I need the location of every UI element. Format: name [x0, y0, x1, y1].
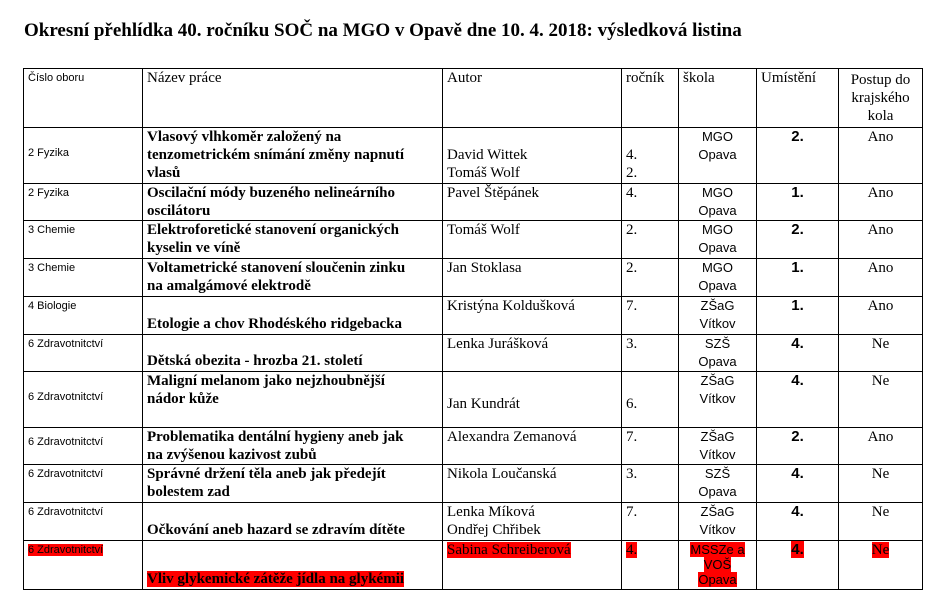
cell-skola	[679, 335, 757, 372]
cell-skola	[679, 372, 757, 428]
page-title: Okresní přehlídka 40. ročníku SOČ na MGO v Opavě dne 10. 4. 2018: výsledková listina	[24, 20, 742, 41]
cell-rocnik: 7.	[622, 503, 679, 541]
cell-rocnik: 7.	[622, 428, 679, 465]
skola-line: Opava	[698, 203, 737, 218]
cell-nazev: Dětská obezita - hrozba 21. století	[143, 335, 443, 372]
header-rocnik: ročník	[622, 69, 679, 128]
nazev-line: kyselin ve víně	[147, 240, 241, 256]
header-row	[24, 69, 923, 128]
header-nazev: Název práce	[143, 69, 443, 128]
cell-postup: Ne	[839, 465, 923, 503]
cell-postup: Ano	[839, 259, 923, 297]
cell-obor: 6 Zdravotnitctví	[24, 372, 143, 428]
cell-postup: Ne	[839, 335, 923, 372]
cell-skola	[679, 428, 757, 465]
cell-nazev	[143, 128, 443, 184]
table-row	[24, 335, 923, 372]
cell-postup: Ano	[839, 297, 923, 335]
table-row	[24, 428, 923, 465]
cell-postup: Ne	[839, 372, 923, 428]
cell-skola	[679, 297, 757, 335]
cell-umisteni: 4.	[757, 503, 839, 541]
nazev-line: Maligní melanom jako nejzhoubnější	[147, 373, 385, 389]
cell-obor: 6 Zdravotnitctví	[24, 503, 143, 541]
skola-line: ZŠaG	[700, 504, 735, 519]
skola-line: Vítkov	[699, 522, 736, 537]
cell-rocnik: 2.	[622, 221, 679, 259]
highlight-mark: VOŠ	[703, 557, 732, 572]
table-row	[24, 221, 923, 259]
cell-rocnik: 4.	[622, 184, 679, 221]
skola-line: Opava	[698, 484, 737, 499]
cell-umisteni: 4.	[757, 335, 839, 372]
cell-postup	[839, 541, 923, 590]
nazev-line: bolestem zad	[147, 484, 230, 500]
nazev-line: Voltametrické stanovení sloučenin zinku	[147, 260, 406, 276]
table-row	[24, 297, 923, 335]
cell-rocnik: 6.	[622, 372, 679, 428]
cell-postup: Ano	[839, 184, 923, 221]
header-postup-line: Postup do	[850, 72, 911, 88]
autor-line: David Wittek	[447, 147, 528, 163]
nazev-line: Vlasový vlhkoměr založený na	[147, 129, 342, 145]
cell-skola	[679, 541, 757, 590]
cell-autor	[443, 503, 622, 541]
autor-line: Tomáš Wolf	[447, 165, 520, 181]
cell-obor: 4 Biologie	[24, 297, 143, 335]
skola-line: Vítkov	[699, 316, 736, 331]
results-table	[23, 68, 923, 590]
autor-line: Ondřej Chřibek	[447, 522, 541, 538]
cell-autor: Kristýna Koldušková	[443, 297, 622, 335]
highlight-mark: 4.	[626, 542, 638, 558]
nazev-line: vlasů	[147, 165, 181, 181]
table-row	[24, 184, 923, 221]
cell-obor: 6 Zdravotnitctví	[24, 428, 143, 465]
cell-autor: Pavel Štěpánek	[443, 184, 622, 221]
table-row	[24, 503, 923, 541]
cell-umisteni	[757, 541, 839, 590]
skola-line: SZŠ	[704, 336, 731, 351]
cell-umisteni: 2.	[757, 128, 839, 184]
highlight-mark: Vliv glykemické zátěže jídla na glykémii	[147, 571, 405, 587]
highlight-mark: Sabina Schreiberová	[447, 542, 571, 558]
cell-rocnik: 3.	[622, 465, 679, 503]
cell-postup: Ano	[839, 428, 923, 465]
cell-obor: 2 Fyzika	[24, 184, 143, 221]
skola-line: Opava	[698, 278, 737, 293]
table-row	[24, 372, 923, 428]
header-umisteni: Umístění	[757, 69, 839, 128]
cell-skola	[679, 184, 757, 221]
cell-autor	[443, 541, 622, 590]
cell-umisteni: 4.	[757, 372, 839, 428]
autor-line: Lenka Míková	[447, 504, 535, 520]
cell-rocnik: 2.	[622, 259, 679, 297]
cell-postup: Ano	[839, 128, 923, 184]
skola-line: Opava	[698, 147, 737, 162]
cell-nazev	[143, 541, 443, 590]
cell-skola	[679, 128, 757, 184]
cell-obor: 3 Chemie	[24, 259, 143, 297]
skola-line: Opava	[698, 240, 737, 255]
header-postup-line: krajského	[851, 90, 910, 106]
skola-line: Vítkov	[699, 447, 736, 462]
cell-umisteni: 4.	[757, 465, 839, 503]
cell-rocnik: 3.	[622, 335, 679, 372]
cell-skola	[679, 221, 757, 259]
skola-line: MGO	[701, 129, 734, 144]
cell-postup: Ano	[839, 221, 923, 259]
cell-autor: Jan Stoklasa	[443, 259, 622, 297]
skola-line: MGO	[701, 222, 734, 237]
nazev-line: Elektroforetické stanovení organických	[147, 222, 399, 238]
cell-nazev	[143, 221, 443, 259]
skola-line: MGO	[701, 260, 734, 275]
cell-autor: Lenka Jurášková	[443, 335, 622, 372]
cell-umisteni: 2.	[757, 428, 839, 465]
rocnik-line: 4.	[626, 147, 638, 163]
highlight-mark: MSSZe a	[690, 542, 745, 557]
cell-umisteni: 1.	[757, 259, 839, 297]
cell-rocnik	[622, 128, 679, 184]
header-autor: Autor	[443, 69, 622, 128]
cell-obor: 2 Fyzika	[24, 128, 143, 184]
cell-nazev: Očkování aneb hazard se zdravím dítěte	[143, 503, 443, 541]
skola-line: Opava	[698, 354, 737, 369]
cell-rocnik	[622, 541, 679, 590]
cell-nazev	[143, 465, 443, 503]
nazev-line: na amalgámové elektrodě	[147, 278, 311, 294]
cell-autor: Jan Kundrát	[443, 372, 622, 428]
nazev-line: Oscilační módy buzeného nelineárního	[147, 185, 395, 201]
header-postup-line: kola	[867, 108, 894, 124]
header-postup	[839, 69, 923, 128]
cell-postup: Ne	[839, 503, 923, 541]
cell-obor: 6 Zdravotnitctví	[24, 335, 143, 372]
nazev-line: tenzometrickém snímání změny napnutí	[147, 147, 405, 163]
skola-line: SZŠ	[704, 466, 731, 481]
header-skola: škola	[679, 69, 757, 128]
table-row	[24, 259, 923, 297]
cell-obor: 3 Chemie	[24, 221, 143, 259]
nazev-line: oscilátoru	[147, 203, 211, 219]
nazev-line: Správné držení těla aneb jak předejít	[147, 466, 386, 482]
cell-obor	[24, 541, 143, 590]
cell-nazev	[143, 372, 443, 428]
cell-rocnik: 7.	[622, 297, 679, 335]
table-row-highlighted	[24, 541, 923, 590]
cell-skola	[679, 259, 757, 297]
cell-nazev: Etologie a chov Rhodéského ridgebacka	[143, 297, 443, 335]
skola-line: ZŠaG	[700, 298, 735, 313]
nazev-line: Problematika dentální hygieny aneb jak	[147, 429, 404, 445]
nazev-line: na zvýšenou kazivost zubů	[147, 447, 317, 463]
skola-line: Vítkov	[699, 391, 736, 406]
cell-skola	[679, 465, 757, 503]
cell-umisteni: 1.	[757, 184, 839, 221]
highlight-mark: 6 Zdravotnitctví	[28, 544, 104, 556]
skola-line: ZŠaG	[700, 429, 735, 444]
skola-line: ZŠaG	[700, 373, 735, 388]
rocnik-line: 2.	[626, 165, 638, 181]
cell-autor	[443, 128, 622, 184]
highlight-mark: 4.	[791, 541, 804, 558]
cell-autor: Nikola Loučanská	[443, 465, 622, 503]
cell-nazev	[143, 184, 443, 221]
table-row	[24, 465, 923, 503]
cell-autor: Alexandra Zemanová	[443, 428, 622, 465]
cell-nazev	[143, 428, 443, 465]
cell-umisteni: 1.	[757, 297, 839, 335]
cell-nazev	[143, 259, 443, 297]
cell-autor: Tomáš Wolf	[443, 221, 622, 259]
table-row	[24, 128, 923, 184]
cell-obor: 6 Zdravotnitctví	[24, 465, 143, 503]
highlight-mark: Opava	[698, 572, 737, 587]
skola-line: MGO	[701, 185, 734, 200]
cell-skola	[679, 503, 757, 541]
cell-umisteni: 2.	[757, 221, 839, 259]
header-obor: Číslo oboru	[24, 69, 143, 128]
nazev-line: nádor kůže	[147, 391, 219, 407]
highlight-mark: Ne	[871, 542, 890, 558]
